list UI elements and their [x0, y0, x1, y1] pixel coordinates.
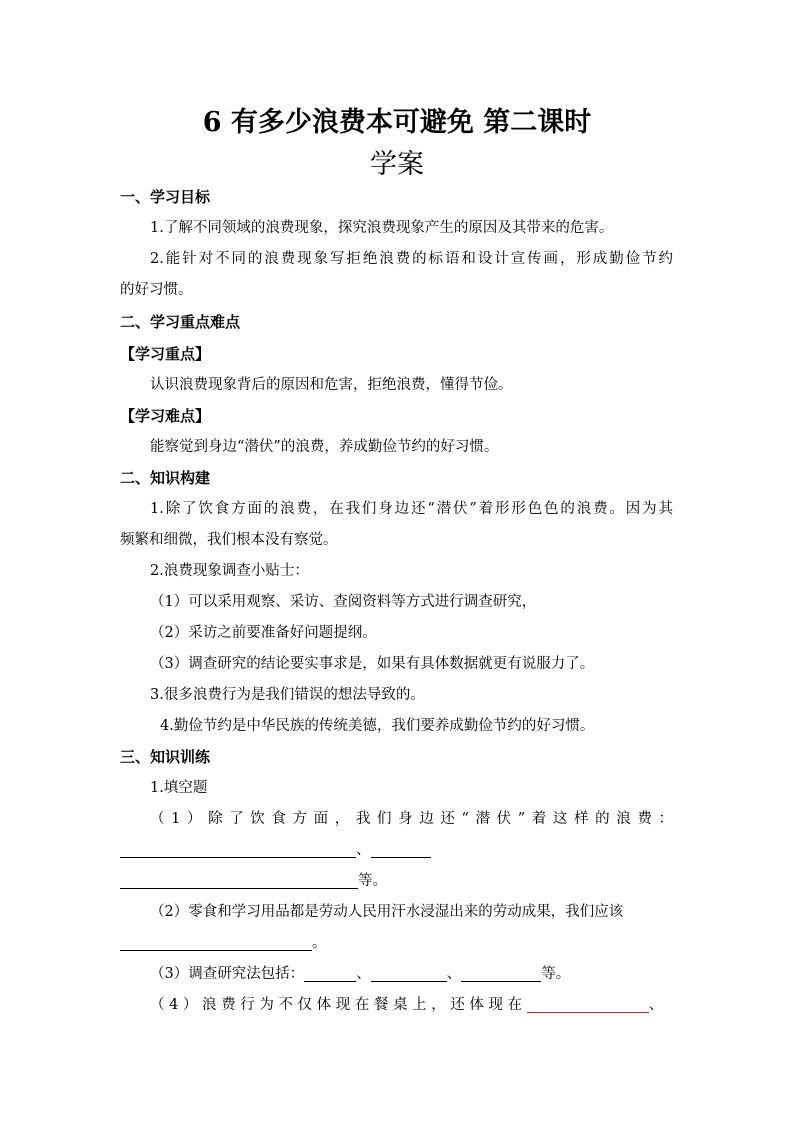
knowledge-build-heading: 二、知识构建 — [120, 469, 211, 487]
answer-blank-4a[interactable] — [527, 996, 649, 1013]
fill-in-title: 1.填空题 — [150, 780, 208, 796]
question-2-end: 。 — [312, 935, 327, 951]
question-4-end: 、 — [648, 997, 664, 1013]
separator: 、 — [446, 966, 462, 982]
question-1-blanks-row-2 — [120, 871, 387, 891]
page-subtitle: 学案 — [370, 149, 424, 180]
key-point-text: 认识浪费现象背后的原因和危害，拒绝浪费，懂得节俭。 — [150, 377, 513, 393]
goal-1: 1.了解不同领域的浪费现象，探究浪费现象产生的原因及其带来的危害。 — [150, 220, 614, 236]
answer-blank-3c[interactable] — [461, 965, 541, 982]
question-3-end: 等。 — [541, 966, 571, 982]
answer-blank-1a[interactable] — [120, 841, 356, 858]
build-3: 3.很多浪费行为是我们错误的想法导致的。 — [150, 687, 425, 703]
knowledge-training-heading: 三、知识训练 — [120, 748, 211, 766]
goal-2-line-2: 的好习惯。 — [120, 282, 193, 298]
key-point-label: 【学习重点】 — [120, 345, 211, 363]
question-1-blanks-row-1 — [120, 840, 431, 860]
question-4-text: （4）浪费行为不仅体现在餐桌上，还体现在 — [150, 997, 527, 1013]
answer-blank-1b[interactable] — [371, 841, 431, 858]
separator: 、 — [356, 842, 371, 858]
question-2-blank-row — [120, 933, 327, 953]
difficulty-text: 能察觉到身边“潜伏”的浪费，养成勤俭节约的好习惯。 — [150, 439, 499, 455]
question-2: （2）零食和学习用品都是劳动人民用汗水浸湿出来的劳动成果，我们应该 — [150, 904, 624, 920]
answer-blank-3a[interactable] — [304, 965, 356, 982]
question-1-end: 等。 — [358, 873, 387, 889]
question-4 — [150, 995, 663, 1015]
goals-heading: 一、学习目标 — [120, 188, 211, 206]
question-3 — [150, 964, 570, 984]
page-title: 6 有多少浪费本可避免 第二课时 — [202, 107, 592, 138]
build-1-line-1: 1.除了饮食方面的浪费，在我们身边还“潜伏”着形形色色的浪费。因为其 — [150, 501, 673, 517]
build-2-item-3: （3）调查研究的结论要实事求是，如果有具体数据就更有说服力了。 — [150, 656, 595, 672]
goal-2-line-1: 2.能针对不同的浪费现象写拒绝浪费的标语和设计宣传画，形成勤俭节约 — [150, 251, 673, 267]
separator: 、 — [356, 966, 371, 982]
key-difficulty-heading: 二、学习重点难点 — [120, 313, 241, 331]
question-1: （1）除了饮食方面，我们身边还“潜伏”着这样的浪费： — [150, 811, 673, 827]
build-2-item-2: （2）采访之前要准备好问题提纲。 — [150, 625, 377, 641]
difficulty-label: 【学习难点】 — [120, 407, 211, 425]
build-4: 4.勤俭节约是中华民族的传统美德，我们要养成勤俭节约的好习惯。 — [160, 718, 595, 734]
answer-blank-1c[interactable] — [120, 872, 358, 889]
build-2: 2.浪费现象调查小贴士： — [150, 563, 309, 579]
answer-blank-2[interactable] — [120, 934, 312, 951]
build-1-line-2: 频繁和细微，我们根本没有察觉。 — [120, 532, 338, 548]
question-3-text: （3）调查研究法包括： — [150, 966, 305, 982]
build-2-item-1: （1）可以采用观察、采访、查阅资料等方式进行调查研究， — [150, 594, 537, 610]
answer-blank-3b[interactable] — [371, 965, 447, 982]
